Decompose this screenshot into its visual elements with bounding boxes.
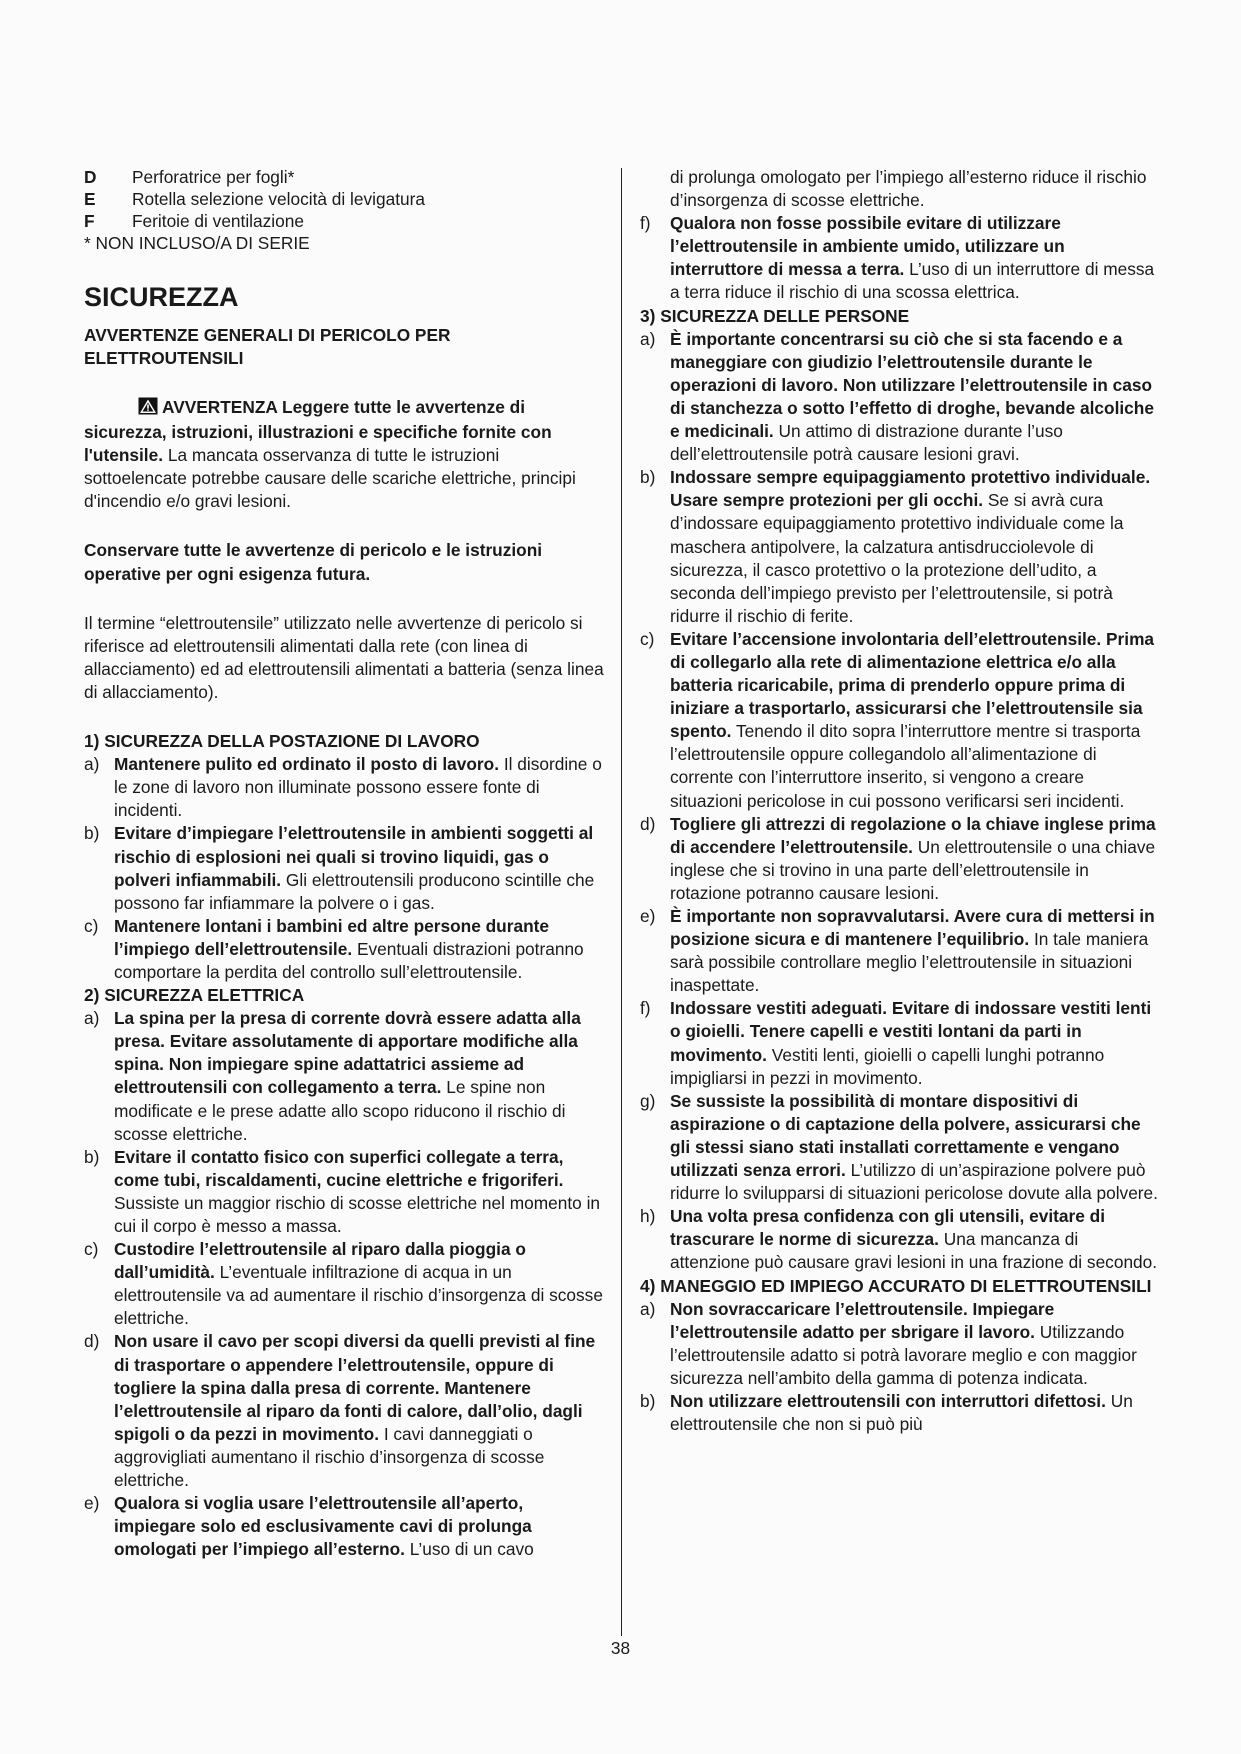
item-letter: g) [640,1090,656,1111]
legend-text: Perforatrice per fogli* [132,167,295,187]
item-bold: La spina per la presa di corrente dovrà essere adatta alla presa. Evitare assolutamente di apportare modifiche alla spina. Non impiegare spine adattatrici assieme ad elettroutensili con collegamento a terra. [114,1008,581,1098]
item-letter: a) [84,754,100,775]
item-letter: e) [84,1493,100,1514]
s2-item-d [84,1330,606,1492]
item-text: I cavi danneggiati o aggrovigliati aumentano il rischio d’insorgenza di scosse elettriche. [114,1423,545,1491]
right-column [640,166,1158,1436]
legend-letter: E [84,189,96,209]
s1-item-b [84,822,606,914]
item-bold: Una volta presa confidenza con gli utensili, evitare di trascurare le norme di sicurezza. [670,1206,1106,1250]
s3-item-f [640,997,1158,1089]
item-bold: Mantenere pulito ed ordinato il posto di lavoro. [114,754,500,775]
s3-item-a [640,328,1158,467]
keep-instructions-note: Conservare tutte le avvertenze di pericolo e le istruzioni operative per ogni esigenza futura. [84,540,543,584]
legend-letter: D [84,167,97,187]
legend-item-f [84,210,606,232]
s2-item-a [84,1007,606,1146]
tool-term-paragraph: Il termine “elettroutensile” utilizzato nelle avvertenze di pericolo si riferisce ad elettroutensili alimentati dalla rete (con linea di allacciamento) ed ad elettroutensili alimentati a batteria (senza linea di allacciamento). [84,612,604,702]
s3-item-b [640,466,1158,628]
column-divider [621,168,622,1636]
legend-item-e [84,188,606,210]
s3-item-c [640,628,1158,813]
section-number: 3) [640,305,656,326]
item-text: L’eventuale infiltrazione di acqua in un elettroutensile va ad aumentare il rischio d’insorgenza di scosse elettriche. [114,1262,603,1329]
item-bold: Mantenere lontani i bambini ed altre persone durante l’impiego dell’elettroutensile. [114,915,549,959]
item-text: Utilizzando l’elettroutensile adatto si potrà lavorare meglio e con maggior sicurezza nell’ambito della gamma di potenza indicata. [670,1321,1137,1388]
legend-letter: F [84,211,95,231]
item-letter: c) [640,628,655,649]
warning-normal: La mancata osservanza di tutte le istruzioni sottoelencate potrebbe causare delle scariche elettriche, principi d'incendio e/o gravi lesioni. [84,445,576,512]
legend-text: Feritoie di ventilazione [132,211,304,231]
item-text: L’uso di un cavo [409,1539,534,1560]
section-number: 1) [84,731,100,752]
item-letter: b) [84,823,100,844]
item-text: Vestiti lenti, gioielli o capelli lunghi potranno impigliarsi in pezzi in movimento. [670,1044,1105,1088]
item-letter: b) [84,1146,100,1167]
item-bold: È importante non sopravvalutarsi. Avere cura di mettersi in posizione sicura e di mantenere l’equilibrio. [670,906,1155,950]
item-text: Le spine non modificate e le prese adatte allo scopo riducono il rischio di scosse elettriche. [114,1077,566,1144]
item-bold: Qualora si voglia usare l’elettroutensile all’aperto, impiegare solo ed esclusivamente cavi di prolunga omologati per l’impiego all’esterno. [114,1493,532,1560]
section-title: SICUREZZA [84,282,239,312]
item-text: L’utilizzo di un’aspirazione polvere può ridurre lo svilupparsi di situazioni pericolose dovute alla polvere. [670,1160,1158,1204]
item-text: Sussiste un maggior rischio di scosse elettriche nel momento in cui il corpo è messo a massa. [114,1192,601,1236]
s3-item-d [640,813,1158,905]
warning-bold: AVVERTENZA Leggere tutte le avvertenze di sicurezza, istruzioni, illustrazioni e specifiche fornite con l'utensile. [84,397,552,466]
item-bold: Se sussiste la possibilità di montare dispositivi di aspirazione o di captazione della polvere, assicurarsi che gli stessi siano stati installati correttamente e vengano utilizzati senza errori. [670,1090,1141,1181]
item-text: L’uso di un interruttore di messa a terra riduce il rischio di una scossa elettrica. [670,259,1155,303]
item-bold: Non utilizzare elettroutensili con interruttori difettosi. [670,1390,1106,1411]
item-letter: h) [640,1206,656,1227]
section-3-heading [640,305,1158,328]
left-column [84,166,606,1561]
item-bold: Indossare sempre equipaggiamento protettivo individuale. Usare sempre protezioni per gli occhi. [670,467,1151,511]
item-text: Gli elettroutensili producono scintille che possono far infiammare la polvere o i gas. [114,869,595,913]
legend-footnote: * NON INCLUSO/A DI SERIE [84,233,310,253]
section-label: SICUREZZA DELLA POSTAZIONE DI LAVORO [104,731,480,752]
item-letter: e) [640,906,656,926]
item-bold: Evitare l’accensione involontaria dell’elettroutensile. Prima di collegarlo alla rete di alimentazione elettrica e/o alla batteria ricaricabile, prima di prenderlo oppure prima di iniziare a trasportarlo, assicurarsi che l’elettroutensile sia spento. [670,628,1155,742]
warning-paragraph [84,396,606,513]
item-bold: Evitare il contatto fisico con superfici collegate a terra, come tubi, riscaldamenti, cucine elettriche e frigoriferi. [114,1146,564,1190]
page-number: 38 [610,1638,631,1658]
warning-triangle-icon [111,397,158,421]
item-text: Tenendo il dito sopra l’interruttore mentre si trasporta l’elettroutensile oppure collegandolo all’alimentazione di corrente con l’interruttore inserito, si vengono a creare situazioni pericolose in cui possono verificarsi seri incidenti. [670,721,1141,811]
item-text: Un elettroutensile o una chiave inglese che si trovino in una parte dell’elettroutensile in rotazione potranno causare lesioni. [670,836,1156,903]
item-letter: b) [640,1390,656,1411]
s3-item-g [640,1090,1158,1205]
legend-text: Rotella selezione velocità di levigatura [132,189,425,209]
item-text: Un attimo di distrazione durante l’uso dell’elettroutensile potrà causare lesioni gravi. [670,421,1063,465]
item-text: Una mancanza di attenzione può causare gravi lesioni in una frazione di secondo. [670,1229,1158,1273]
s2-item-e-continuation: di prolunga omologato per l’impiego all’esterno riduce il rischio d’insorgenza di scosse elettriche. [670,167,1147,211]
item-bold: Qualora non fosse possibile evitare di utilizzare l’elettroutensile in ambiente umido, utilizzare un interruttore di messa a terra. [670,213,1065,280]
section-label: MANEGGIO ED IMPIEGO ACCURATO DI ELETTROUTENSILI [660,1275,1152,1296]
item-letter: c) [84,1239,99,1260]
legend-item-d [84,166,606,188]
item-letter: f) [640,998,651,1019]
item-bold: Evitare d’impiegare l’elettroutensile in ambienti soggetti al rischio di esplosioni nei quali si trovino liquidi, gas o polveri infiammabili. [114,823,594,890]
item-letter: f) [640,213,651,234]
section-1-heading [84,730,606,753]
item-bold: Indossare vestiti adeguati. Evitare di indossare vestiti lenti o gioielli. Tenere capelli e vestiti lontani da parti in movimento. [670,998,1152,1065]
item-letter: b) [640,467,656,488]
section-4-heading [640,1275,1158,1298]
item-letter: d) [84,1331,100,1352]
s1-item-c [84,915,606,984]
s3-item-h [640,1205,1158,1274]
item-letter: d) [640,813,656,834]
s3-item-e [640,905,1158,997]
s4-item-b [640,1390,1158,1436]
section-number: 2) [84,985,100,1006]
item-text: Eventuali distrazioni potranno comportare la perdita del controllo sull’elettroutensile. [114,938,584,982]
item-letter: a) [84,1008,100,1029]
section-number: 4) [640,1275,656,1296]
section-2-heading [84,984,606,1007]
item-bold: È importante concentrarsi su ciò che si sta facendo e a maneggiare con giudizio l’elettroutensile durante le operazioni di lavoro. Non utilizzare l’elettroutensile in caso di stanchezza o sotto l’effetto di droghe, bevande alcoliche e medicinali. [670,328,1154,442]
item-text: Se si avrà cura d’indossare equipaggiamento protettivo individuale come la maschera antipolvere, la calzatura antisdrucciolevole di sicurezza, il casco protettivo o la protezione dell’udito, a seconda dell’impiego previsto per l’elettroutensile, si potrà ridurre il rischio di ferite. [670,490,1124,626]
item-letter: a) [640,1298,656,1319]
s2-item-e [84,1492,606,1561]
item-bold: Non sovraccaricare l’elettroutensile. Impiegare l’elettroutensile adatto per sbrigare il lavoro. [670,1298,1055,1342]
item-letter: a) [640,328,656,349]
item-bold: Togliere gli attrezzi di regolazione o la chiave inglese prima di accendere l’elettroutensile. [670,813,1156,857]
subsection-title-line-1: AVVERTENZE GENERALI DI PERICOLO PER [84,325,451,345]
s1-item-a [84,753,606,822]
item-text: Un elettroutensile che non si può più [670,1390,1133,1435]
s4-item-a [640,1298,1158,1390]
item-letter: c) [84,915,99,936]
subsection-title-line-2: ELETTROUTENSILI [84,348,244,368]
item-text: In tale maniera sarà possibile controllare meglio l’elettroutensile in situazioni inaspettate. [670,929,1149,996]
item-text: Il disordine o le zone di lavoro non illuminate possono essere fonte di incidenti. [114,754,602,821]
s2-item-f [640,212,1158,304]
item-bold: Custodire l’elettroutensile al riparo dalla pioggia o dall’umidità. [114,1239,526,1283]
s2-item-c [84,1238,606,1330]
section-label: SICUREZZA ELETTRICA [104,985,305,1006]
s2-item-b [84,1146,606,1238]
item-bold: Non usare il cavo per scopi diversi da quelli previsti al fine di trasportare o appendere l’elettroutensile, oppure di togliere la spina dalla presa di corrente. Mantenere l’elettroutensile al riparo da fonti di calore, dall’olio, dagli spigoli o da pezzi in movimento. [114,1331,596,1444]
section-label: SICUREZZA DELLE PERSONE [660,305,910,326]
